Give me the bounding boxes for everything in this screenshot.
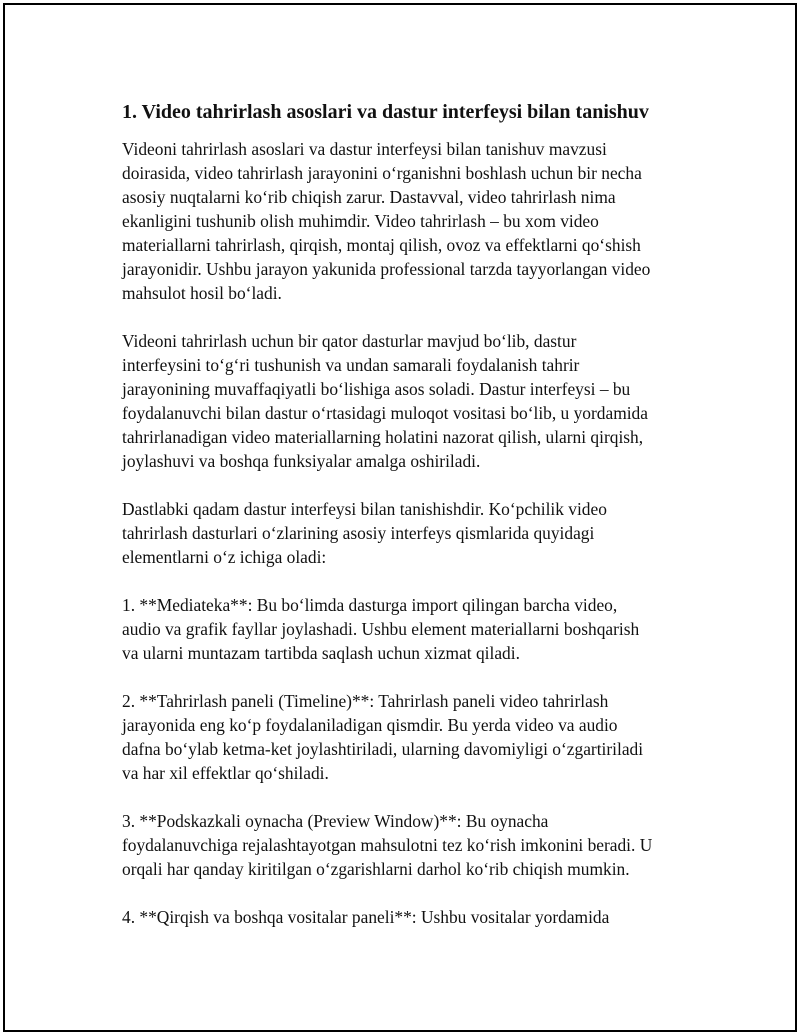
text-line: asosiy nuqtalarni ko‘rib chiqish zarur. Dastavval, video tahrirlash nima — [122, 187, 616, 207]
text-line: orqali har qanday kiritilgan o‘zgarishlarni darhol ko‘rib chiqish mumkin. — [122, 859, 630, 879]
text-line: jarayonida eng ko‘p foydalaniladigan qismdir. Bu yerda video va audio — [122, 715, 618, 735]
text-line: ekanligini tushunib olish muhimdir. Video tahrirlash – bu xom video — [122, 211, 599, 231]
text-line: 2. **Tahrirlash paneli (Timeline)**: Tahrirlash paneli video tahrirlash — [122, 691, 609, 711]
text-line: tahrirlanadigan video materiallarning holatini nazorat qilish, ularni qirqish, — [122, 427, 644, 447]
text-line: joylashuvi va boshqa funksiyalar amalga oshiriladi. — [122, 451, 481, 471]
text-line: Videoni tahrirlash asoslari va dastur interfeysi bilan tanishuv mavzusi — [122, 139, 607, 159]
text-line: 4. **Qirqish va boshqa vositalar paneli**: Ushbu vositalar yordamida — [122, 907, 610, 927]
list-item-tools-panel — [122, 905, 702, 929]
paragraph-intro — [122, 137, 702, 305]
text-line: foydalanuvchiga rejalashtayotgan mahsulotni tez ko‘rish imkonini beradi. U — [122, 835, 653, 855]
text-line: 1. **Mediateka**: Bu bo‘limda dasturga import qilingan barcha video, — [122, 595, 618, 615]
list-item-preview-window — [122, 809, 702, 881]
text-line: 3. **Podskazkali oynacha (Preview Window)**: Bu oynacha — [122, 811, 549, 831]
text-line: elementlarni o‘z ichiga oladi: — [122, 547, 327, 567]
text-line: foydalanuvchi bilan dastur o‘rtasidagi muloqot vositasi bo‘lib, u yordamida — [122, 403, 648, 423]
text-line: va har xil effektlar qo‘shiladi. — [122, 763, 329, 783]
text-line: materiallarni tahrirlash, qirqish, montaj qilish, ovoz va effektlarni qo‘shish — [122, 235, 641, 255]
list-item-timeline — [122, 689, 702, 785]
text-line: dafna bo‘ylab ketma-ket joylashtiriladi, ularning davomiyligi o‘zgartiriladi — [122, 739, 644, 759]
text-line: jarayonidir. Ushbu jarayon yakunida professional tarzda tayyorlangan video — [122, 259, 651, 279]
section-heading: 1. Video tahrirlash asoslari va dastur interfeysi bilan tanishuv — [122, 101, 649, 123]
text-line: interfeysini to‘g‘ri tushunish va undan samarali foydalanish tahrir — [122, 355, 580, 375]
text-line: va ularni muntazam tartibda saqlash uchun xizmat qiladi. — [122, 643, 520, 663]
text-line: Videoni tahrirlash uchun bir qator dasturlar mavjud bo‘lib, dastur — [122, 331, 577, 351]
text-line: tahrirlash dasturlari o‘zlarining asosiy interfeys qismlarida quyidagi — [122, 523, 595, 543]
text-line: doirasida, video tahrirlash jarayonini o‘rganishni boshlash uchun bir necha — [122, 163, 642, 183]
list-item-mediateka — [122, 593, 702, 665]
paragraph-software — [122, 329, 702, 473]
paragraph-first-step — [122, 497, 702, 569]
text-line: mahsulot hosil bo‘ladi. — [122, 283, 282, 303]
text-line: Dastlabki qadam dastur interfeysi bilan tanishishdir. Ko‘pchilik video — [122, 499, 607, 519]
page-frame — [3, 3, 797, 1032]
document-body — [122, 99, 702, 953]
text-line: jarayonining muvaffaqiyatli bo‘lishiga asos soladi. Dastur interfeysi – bu — [122, 379, 631, 399]
text-line: audio va grafik fayllar joylashadi. Ushbu element materiallarni boshqarish — [122, 619, 640, 639]
